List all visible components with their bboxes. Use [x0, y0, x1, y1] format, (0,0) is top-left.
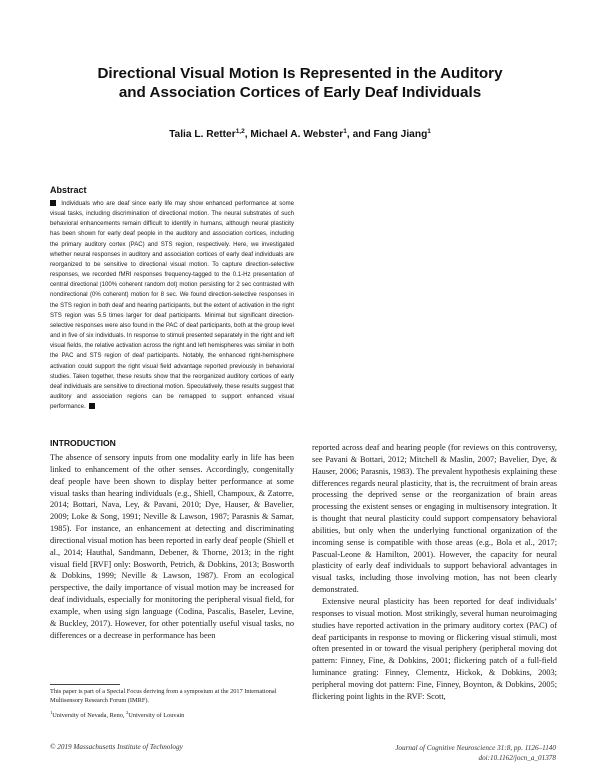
author-list: Talia L. Retter$^{1,2}$, Michael A. Webster$^1$, and Fang Jiang$^1$ — [169, 128, 431, 140]
title-line-1: Directional Visual Motion Is Represented in the Auditory — [97, 65, 503, 82]
abstract-end-square-icon — [89, 403, 95, 409]
journal-citation — [395, 743, 556, 763]
footnote-divider — [50, 684, 120, 685]
body-column-right — [312, 442, 557, 703]
author-name: Talia L. Retter — [169, 129, 236, 140]
abstract-start-square-icon — [50, 200, 56, 206]
author-affiliation: 1 — [343, 128, 347, 135]
abstract-text — [50, 199, 556, 429]
body-column-left — [50, 452, 294, 642]
author-name: Fang Jiang — [373, 129, 428, 140]
intro-paragraph-1-continued: reported across deaf and hearing people (for reviews on this controversy, see Pavani & Bottari, 2012; Mitchell & Maslin, 2007; Bavelier, Dye, & Hauser, 2006; Parasnis, 1983). The prevalent hypothesis explaining these differences regards neural plasticity, that is, the recruitment of brain areas processing the deprived sense or the reorganization of brain areas processing the existent senses or engaging in multisensory integration. It is thought that neural plasticity could support compensatory behavioral abilities, but only when the underlying functional organization of the incoming sense is compatible with those areas (e.g., Bola et al., 2017; Pascual-Leone & Hamilton, 2001). However, the capacity for neural plasticity of early deaf individuals to support behavioral advantages in visual tasks, including those involving motion, has not been clearly demonstrated. — [312, 443, 557, 595]
copyright-notice: © 2019 Massachusetts Institute of Technology — [50, 743, 183, 751]
author-name: Michael A. Webster — [250, 129, 344, 140]
footnotes — [50, 688, 294, 725]
intro-paragraph-1: The absence of sensory inputs from one modality early in life has been linked to enhancement of the other senses. Accordingly, congenitally deaf people have been shown to display better performance at some visual tasks than hearing individuals (e.g., Shiell, Champoux, & Zatorre, 2014; Bottari, Nava, Ley, & Pavani, 2010; Dye, Hauser, & Bavelier, 2009; Loke & Song, 1991; Neville & Lawson, 1987; Parasnis & Samar, 1985). For instance, an enhancement at detecting and discriminating directional visual motion has been reported in early deaf people (Shiell et al., 2014; Hauthal, Sandmann, Debener, & Thorne, 2013; in the right visual field [RVF] only: Bosworth, Petrich, & Dobkins, 2013; Bosworth & Dobkins, 1999; Neville & Lawson, 1987). From an ecological perspective, the daily importance of visual motion may be increased for deaf individuals, especially for monitoring the peripheral visual field, for example, when using sign language (Codina, Pascalis, Baseler, Levine, & Buckley, 2017). However, for other potentially useful visual tasks, no differences or a decrease in performance has been — [50, 453, 294, 640]
intro-paragraph-2: Extensive neural plasticity has been reported for deaf individuals’ responses to visual motion. Most strikingly, several human neuroimaging studies have reported activation in the primary auditory cortex (PAC) of deaf participants in response to moving or flickering visual stimuli, most often presented in or toward the visual periphery (peripheral moving dot pattern: Finney, Fine, & Dobkins, 2001; flickering patch of a full-field luminance grating: Finney, Clementz, Hickok, & Dobkins, 2003; peripheral moving dot pattern: Fine, Finney, Boynton, & Dobkins, 2005; flickering point lights in the RVF: Scott, — [312, 596, 557, 701]
title-line-2: and Association Cortices of Early Deaf Individuals — [118, 84, 482, 101]
paper-title — [40, 64, 560, 102]
journal-reference: Journal of Cognitive Neuroscience 31:8, pp. 1126–1140 — [395, 744, 556, 752]
author-affiliation: 1 — [427, 128, 431, 135]
introduction-heading: INTRODUCTION — [50, 438, 116, 448]
author-affiliation: 1,2 — [235, 128, 245, 135]
abstract-heading: Abstract — [50, 185, 87, 195]
footnote-special-focus: This paper is part of a Special Focus deriving from a symposium at the 2017 International Multisensory Research Forum (IMRF). — [50, 688, 277, 704]
footnote-affiliations: $^1$University of Nevada, Reno, $^2$University of Louvain — [50, 710, 185, 720]
abstract-body: Individuals who are deaf since early life may show enhanced performance at some visual tasks, including discrimination of directional motion. The neural substrates of such behavioral enhancements remain difficult to identify in humans, although neural plasticity has been shown for early deaf people in the auditory and association cortices, including the primary auditory cortex (PAC) and STS region, respectively. Here, we investigated whether neural responses in auditory and association cortices of early deaf individuals are reorganized to be sensitive to directional visual motion. To capture direction-selective responses, we recorded fMRI responses frequency-tagged to the 0.1-Hz presentation of central directional (100% coherent random dot) motion persisting for 2 sec contrasted with nondirectional (0% coherent) motion for 8 sec. We found direction-selective responses in the STS region in both deaf and hearing participants, but the extent of activation in the right STS region was 5.5 times larger for deaf participants. Minimal but significant direction-selective responses were also found in the PAC of deaf participants, both at the group level and in five of six individuals. In response to stimuli presented separately in the right and left visual fields, the relative activation across the right and left hemispheres was similar in both the PAC and STS region of deaf participants. Notably, the enhanced right-hemisphere activation could support the right visual field advantage reported previously in behavioral studies. Taken together, these results show that the reorganized auditory cortices of early deaf individuals are sensitive to directional motion. Speculatively, these results suggest that auditory and association regions can be remapped to support enhanced visual performance. — [50, 201, 294, 411]
doi-link[interactable]: doi:10.1162/jocn_a_01378 — [478, 754, 556, 762]
